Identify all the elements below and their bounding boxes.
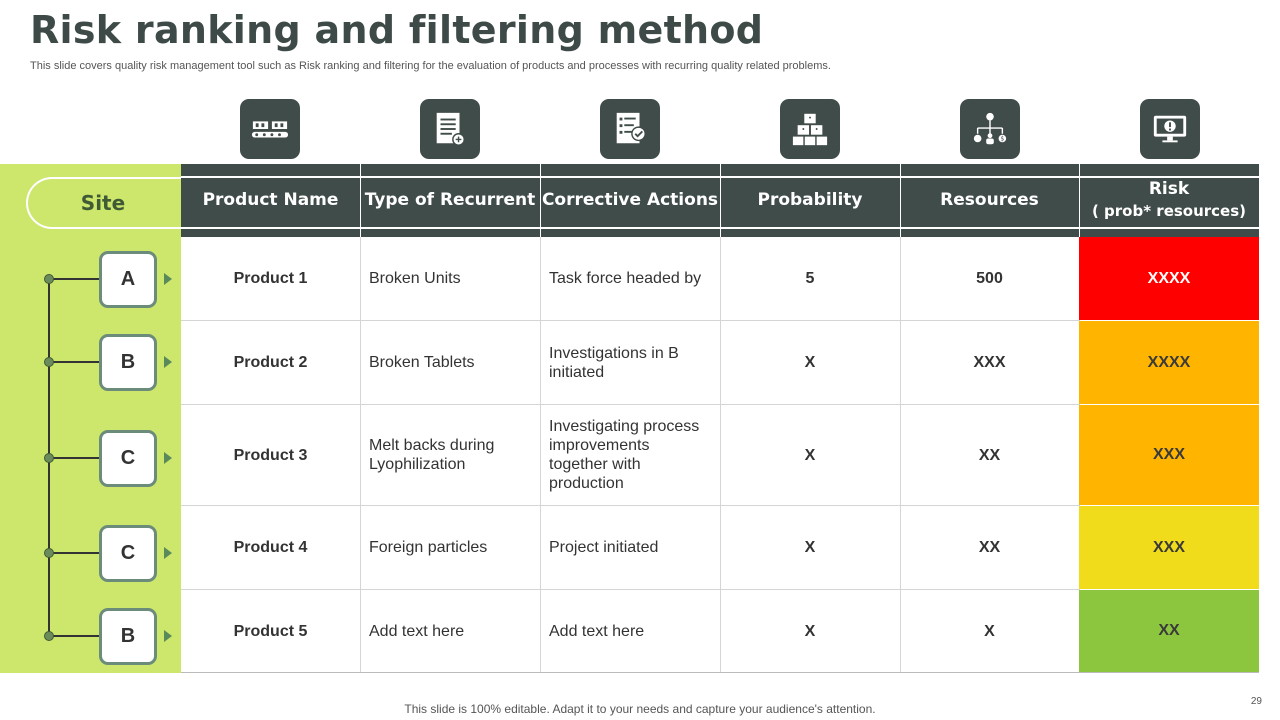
cell-probability: X [804, 539, 816, 556]
cell-type: Foreign particles [369, 539, 488, 556]
arrow-right-icon [164, 452, 172, 464]
tree-node-dot [44, 274, 54, 284]
header-probability: Probability [757, 190, 863, 210]
site-label: Site [80, 191, 126, 215]
tree-node-dot [44, 357, 54, 367]
checklist-icon [600, 99, 660, 159]
header-corrective-actions: Corrective Actions [541, 190, 719, 210]
cell-product: Product 2 [233, 354, 308, 371]
slide-title: Risk ranking and filtering method [30, 8, 764, 52]
header-risk [1079, 176, 1259, 224]
header-resources: Resources [940, 190, 1039, 210]
site-box: C [99, 430, 157, 487]
cell-probability: 5 [805, 270, 815, 287]
boxes-icon [780, 99, 840, 159]
cell-resources: X [984, 622, 995, 640]
cell-risk: XXXX [1079, 237, 1259, 320]
site-column-band [0, 164, 181, 673]
cell-action: Investigations in B initiated [549, 344, 679, 381]
tree-node-dot [44, 453, 54, 463]
tree-node-dot [44, 548, 54, 558]
cell-type: Broken Tablets [369, 354, 475, 371]
cell-product: Product 4 [233, 539, 308, 556]
header-risk-formula: ( prob* resources) [1091, 202, 1247, 220]
arrow-right-icon [164, 547, 172, 559]
tree-branch [50, 552, 100, 554]
header-risk-title: Risk [1148, 179, 1190, 199]
cell-probability: X [804, 622, 816, 640]
site-box: B [99, 334, 157, 391]
cell-resources: XXX [973, 354, 1006, 371]
tree-branch [50, 635, 100, 637]
arrow-right-icon [164, 356, 172, 368]
slide-footer: This slide is 100% editable. Adapt it to your needs and capture your audience's attention. [404, 702, 876, 716]
cell-action: Investigating process improvements together with production [549, 418, 700, 492]
hierarchy-icon [960, 99, 1020, 159]
site-box: A [99, 251, 157, 308]
conveyor-icon [240, 99, 300, 159]
cell-type: Melt backs during Lyophilization [369, 437, 495, 473]
cell-product: Product 5 [233, 622, 308, 640]
cell-action: Task force headed by [549, 270, 702, 287]
arrow-right-icon [164, 273, 172, 285]
cell-resources: XX [978, 446, 1001, 464]
cell-risk: XXXX [1079, 321, 1259, 404]
tree-branch [50, 278, 100, 280]
cell-risk: XXX [1079, 405, 1259, 505]
cell-action: Add text here [549, 622, 645, 640]
arrow-right-icon [164, 630, 172, 642]
table-bottom-border [181, 672, 1259, 673]
cell-probability: X [804, 446, 816, 464]
cell-product: Product 3 [233, 446, 308, 464]
header-product-name: Product Name [202, 190, 339, 210]
monitor-icon [1140, 99, 1200, 159]
tree-branch [50, 361, 100, 363]
cell-type: Broken Units [369, 270, 461, 287]
site-box: B [99, 608, 157, 665]
tree-branch [50, 457, 100, 459]
site-header [26, 177, 188, 229]
cell-probability: X [804, 354, 816, 371]
cell-risk: XXX [1079, 506, 1259, 589]
document-icon [420, 99, 480, 159]
header-type-of-recurrent: Type of Recurrent [364, 190, 536, 210]
site-box: C [99, 525, 157, 582]
cell-action: Project initiated [549, 539, 659, 556]
page-number: 29 [1250, 696, 1262, 707]
cell-resources: 500 [976, 270, 1003, 287]
cell-risk: XX [1079, 590, 1259, 672]
svg-text:$: $ [1000, 136, 1005, 143]
cell-product: Product 1 [233, 270, 308, 287]
cell-resources: XX [978, 539, 1001, 556]
cell-type: Add text here [369, 622, 465, 640]
slide-subtitle: This slide covers quality risk management tool such as Risk ranking and filtering for the evaluation of products and processes with recurring quality related problems. [30, 60, 831, 72]
tree-node-dot [44, 631, 54, 641]
